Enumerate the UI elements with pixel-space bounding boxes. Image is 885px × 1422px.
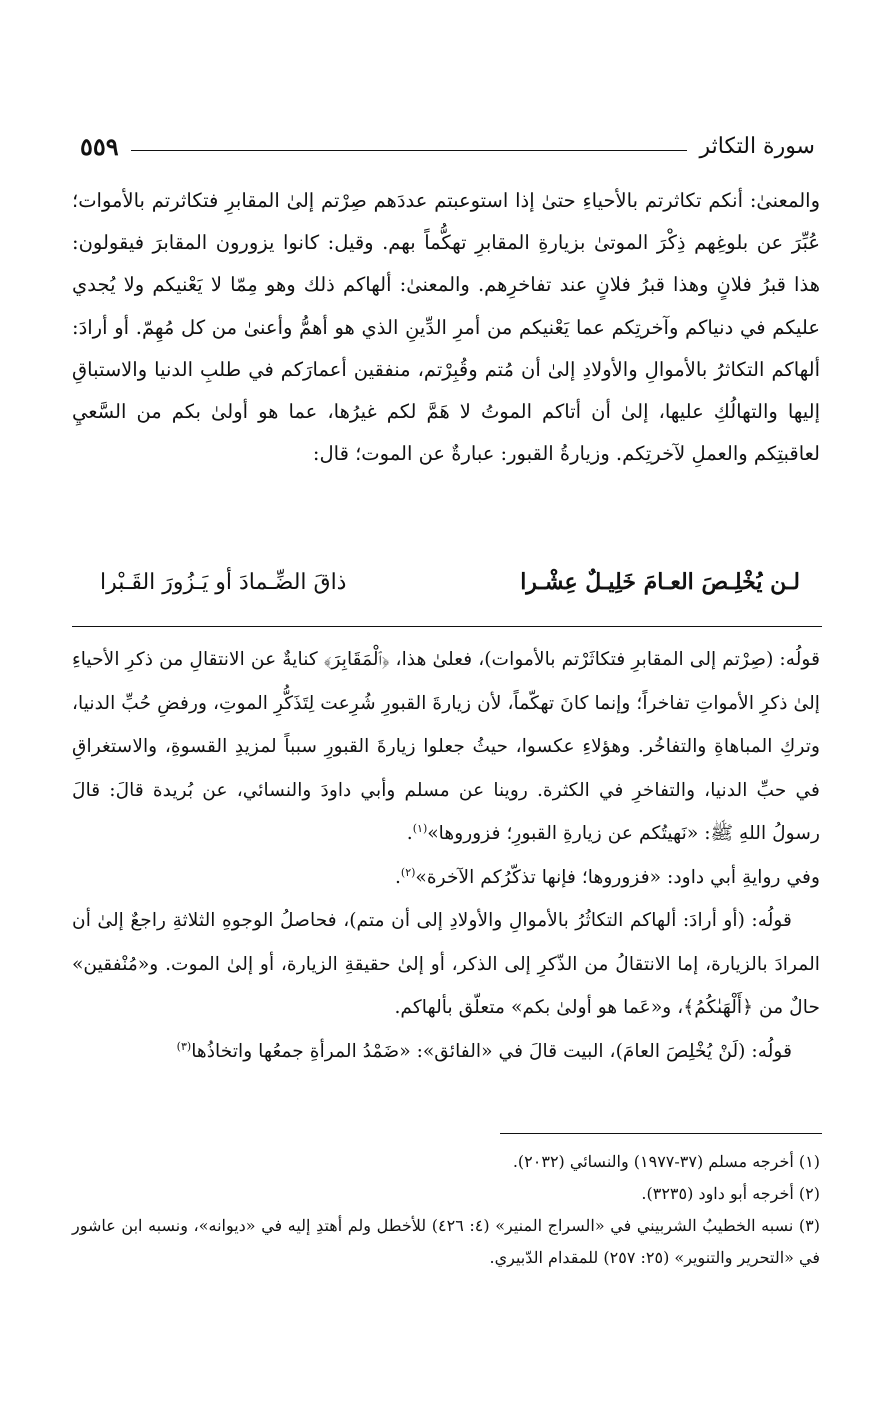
footnote-item: (١) أخرجه مسلم (٣٧-١٩٧٧) والنسائي (٢٠٣٢). <box>512 1152 820 1171</box>
footnote-marker[interactable]: (٢) <box>400 865 416 879</box>
footnote-rule <box>500 1133 822 1134</box>
commentary-paragraph: قولُه: (لَنْ يُخْلِصَ العامَ)، البيت قالَ في «الفائق»: «ضَمْدُ المرأةِ جمعُها واتخاذُها$^{(٣)}$ <box>176 1039 792 1062</box>
footnote-marker[interactable]: (٣) <box>176 1039 192 1053</box>
commentary-paragraph: قولُه: (صِرْتم إلى المقابرِ فتكاثَرْتم بالأموات)، فعلىٰ هذا، ﴿ٱلْمَقَابِرَ﴾ كنايةٌ عن الانتقالِ من ذكرِ الأحياءِ إلىٰ ذكرِ الأمواتِ تفاخراً؛ وإنما كانَ تهكّماً، لأن زيارةَ القبورِ شُرِعت لِتَذَكُّرِ الموتِ، ورفضِ حُبِّ الدنيا، وتركِ المباهاةِ والتفاخُر. وهؤلاءِ عكسوا، حيثُ جعلوا زيارةَ القبورِ سبباً لمزيدِ القسوةِ، والاستغراقِ في حبِّ الدنيا، والتفاخرِ في الكثرة. روينا عن مسلم وأبي داودَ والنسائي، عن بُريدة قالَ: قالَ رسولُ اللهِ ﷺ: «نَهيتُكم عن زيارةِ القبورِ؛ فزوروها»$^{(١)}$. <box>72 649 820 844</box>
commentary-block <box>72 638 820 1073</box>
text-commentary-divider <box>72 626 822 627</box>
page-header <box>80 128 815 164</box>
header-rule <box>131 150 688 151</box>
commentary-paragraph: قولُه: (أو أرادَ: ألهاكم التكاثُرُ بالأموالِ والأولادِ إلى أن متم)، فحاصلُ الوجوهِ الثلاثةِ راجعٌ إلىٰ أن المرادَ بالزيارة، إما الانتقالُ من الذّكرِ إلى الذكر، أو إلىٰ حقيقةِ الزيارة، أو إلىٰ الموت. و«مُنْفقين» حالٌ من ﴿أَلْهَىٰكُمُ﴾، و«عَما هو أولىٰ بكم» متعلّق بألهاكم. <box>72 910 820 1018</box>
verse-hemistich-first: لـن يُخْلِـصَ العـامَ خَلِيـلٌ عِشْـرا <box>520 569 800 595</box>
footnote-item: (٣) نسبه الخطيبُ الشربيني في «السراج المنير» (٤: ٤٢٦) للأخطل ولم أهتدِ إليه في «ديوانه»، ونسبه ابن عاشور في «التحرير والتنوير» (٢٥: ٢٥٧) للمقدام الدّبيري. <box>72 1216 820 1267</box>
commentary-paragraph: وفي روايةِ أبي داود: «فزوروها؛ فإنها تذكّرُكم الآخرة»$^{(٢)}$. <box>394 865 820 888</box>
surah-title: سورة التكاثر <box>699 133 815 159</box>
verse-hemistich-second: ذاقَ الضِّـمادَ أو يَـزُورَ القَـبْرا <box>100 569 347 595</box>
footnote-item: (٢) أخرجه أبو داود (٣٢٣٥). <box>641 1184 820 1203</box>
main-paragraph: والمعنىٰ: أنكم تكاثرتم بالأحياءِ حتىٰ إذا استوعبتم عددَهم صِرْتم إلىٰ المقابرِ فتكاثرتم بالأموات؛ عُبِّرَ عن بلوغِهم ذِكْرَ الموتىٰ بزيارةِ المقابرِ تهكُّماً بهم. وقيل: كانوا يزورون المقابرَ فيقولون: هذا قبرُ فلانٍ وهذا قبرُ فلانٍ عند تفاخرِهم. والمعنىٰ: ألهاكم ذلك وهو مِمّا لا يَعْنيكم ولا يُجدي عليكم في دنياكم وآخرتِكم عما يَعْنيكم من أمرِ الدِّينِ الذي هو أهمُّ وأعنىٰ من كل مُهِمّ. أو أرادَ: ألهاكم التكاثرُ بالأموالِ والأولادِ إلىٰ أن مُتم وقُبِرْتم، منفقين أعمارَكم في طلبِ الدنيا والاستباقِ إليها والتهالُكِ عليها، إلىٰ أن أتاكم الموتُ لا هَمَّ لكم غيرُها، عما هو أولىٰ بكم من السَّعيِ لعاقبتِكم والعملِ لآخرتِكم. وزيارةُ القبور: عبارةٌ عن الموت؛ قال: <box>72 189 820 466</box>
poetry-verse <box>100 560 800 604</box>
main-text-block <box>72 180 820 475</box>
footnotes-block <box>72 1146 820 1274</box>
page-number: ٥٥٩ <box>80 131 119 161</box>
footnote-marker[interactable]: (١) <box>412 821 428 835</box>
